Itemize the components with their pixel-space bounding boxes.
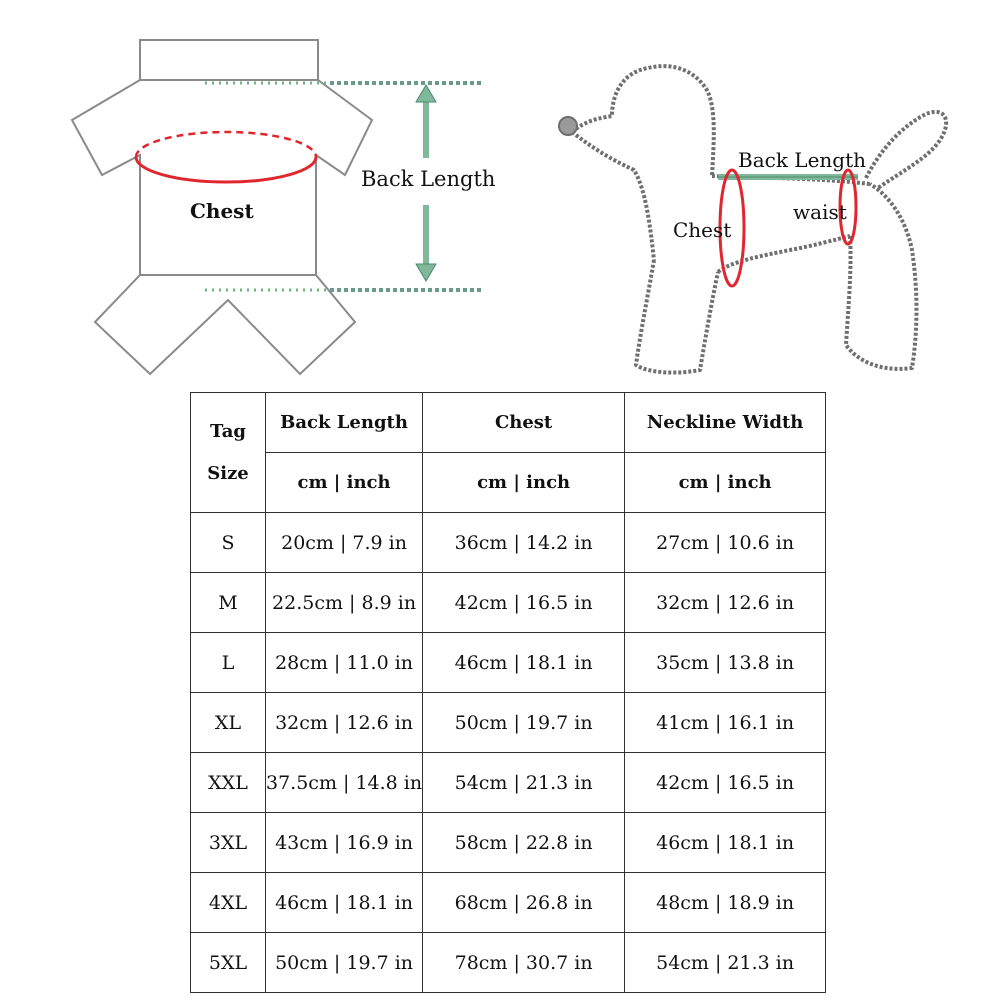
size-cell: 5XL <box>191 933 266 993</box>
table-row <box>191 813 826 873</box>
dog-chest-label: Chest <box>673 218 732 242</box>
dog-outline <box>572 66 946 372</box>
size-cell: S <box>191 513 266 573</box>
back-length-cell: 43cm | 16.9 in <box>266 813 423 873</box>
column-header-chest: Chest <box>423 393 625 453</box>
chest-cell: 78cm | 30.7 in <box>423 933 625 993</box>
neckline-cell: 48cm | 18.9 in <box>625 873 826 933</box>
tag-size-header: Tag Size <box>191 393 266 513</box>
table-row <box>191 633 826 693</box>
column-header-neckline-width: Neckline Width <box>625 393 826 453</box>
chest-cell: 68cm | 26.8 in <box>423 873 625 933</box>
table-row <box>191 573 826 633</box>
back-length-cell: 22.5cm | 8.9 in <box>266 573 423 633</box>
unit-back-length: cm | inch <box>266 453 423 513</box>
back-length-cell: 28cm | 11.0 in <box>266 633 423 693</box>
back-length-cell: 37.5cm | 14.8 in <box>266 753 423 813</box>
chest-cell: 42cm | 16.5 in <box>423 573 625 633</box>
neckline-cell: 35cm | 13.8 in <box>625 633 826 693</box>
neckline-cell: 41cm | 16.1 in <box>625 693 826 753</box>
size-cell: 3XL <box>191 813 266 873</box>
neckline-cell: 42cm | 16.5 in <box>625 753 826 813</box>
shirt-chest-label: Chest <box>190 199 254 223</box>
size-rows <box>191 513 826 993</box>
table-row <box>191 753 826 813</box>
size-chart-table <box>190 392 826 993</box>
size-cell: L <box>191 633 266 693</box>
chest-cell: 46cm | 18.1 in <box>423 633 625 693</box>
unit-neckline-width: cm | inch <box>625 453 826 513</box>
table-row <box>191 933 826 993</box>
neckline-cell: 27cm | 10.6 in <box>625 513 826 573</box>
chest-cell: 54cm | 21.3 in <box>423 753 625 813</box>
header-row <box>191 393 826 453</box>
back-length-cell: 50cm | 19.7 in <box>266 933 423 993</box>
back-length-cell: 46cm | 18.1 in <box>266 873 423 933</box>
chest-cell: 36cm | 14.2 in <box>423 513 625 573</box>
size-cell: M <box>191 573 266 633</box>
dog-nose-icon <box>559 117 577 135</box>
back-length-cell: 32cm | 12.6 in <box>266 693 423 753</box>
back-length-cell: 20cm | 7.9 in <box>266 513 423 573</box>
unit-row <box>191 453 826 513</box>
neckline-cell: 46cm | 18.1 in <box>625 813 826 873</box>
dog-back-length-label: Back Length <box>738 148 867 172</box>
neckline-cell: 32cm | 12.6 in <box>625 573 826 633</box>
shirt-back-length-label: Back Length <box>361 167 496 191</box>
size-cell: 4XL <box>191 873 266 933</box>
size-cell: XXL <box>191 753 266 813</box>
neckline-cell: 54cm | 21.3 in <box>625 933 826 993</box>
chest-cell: 58cm | 22.8 in <box>423 813 625 873</box>
measurement-diagram <box>0 0 1000 390</box>
dog-waist-label: waist <box>793 200 847 224</box>
unit-chest: cm | inch <box>423 453 625 513</box>
chest-cell: 50cm | 19.7 in <box>423 693 625 753</box>
table-row <box>191 693 826 753</box>
shirt-chest-measure <box>136 132 316 182</box>
table-row <box>191 873 826 933</box>
table-row <box>191 513 826 573</box>
column-header-back-length: Back Length <box>266 393 423 453</box>
size-cell: XL <box>191 693 266 753</box>
